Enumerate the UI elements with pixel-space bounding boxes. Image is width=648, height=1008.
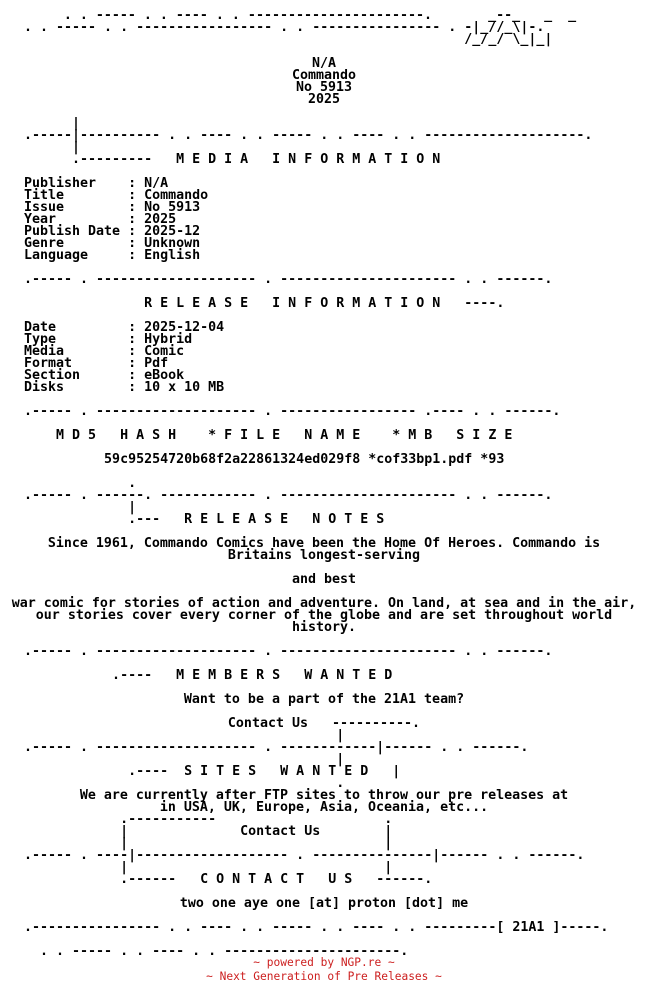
nfo-line xyxy=(0,34,648,46)
nfo-line-text: | xyxy=(24,140,81,155)
nfo-line-text: Section : eBook xyxy=(24,368,185,383)
nfo-line-text: our stories cover every corner of the globe and are set throughout world xyxy=(35,608,613,623)
nfo-line-text: .----- . -------------------- . ----------------- .---- . . ------. xyxy=(24,404,561,419)
nfo-line-text: Contact Us ----------. xyxy=(227,716,421,731)
nfo-line-text: We are currently after FTP sites to throw our pre releases at xyxy=(79,788,569,803)
nfo-line-text: and best xyxy=(291,572,357,587)
nfo-line-text: Date : 2025-12-04 xyxy=(24,320,225,335)
footer xyxy=(0,956,648,984)
nfo-line-text: . . ----- . . ----------------- . . ---------------- . -|_//_\|-. xyxy=(24,20,545,35)
nfo-line-text: Issue : No 5913 xyxy=(24,200,201,215)
nfo-line-text: .----- . ------. ------------ . ---------------------- . . ------. xyxy=(24,488,553,503)
nfo-line xyxy=(0,898,648,910)
nfo-line-text: .---- M E M B E R S W A N T E D xyxy=(24,668,393,683)
nfo-line-text: .--- R E L E A S E N O T E S xyxy=(24,512,385,527)
nfo-line-text: .----- . ----|------------------- . ---------------|------ . . ------. xyxy=(24,848,585,863)
nfo-line-text: Want to be a part of the 21A1 team? xyxy=(183,692,465,707)
nfo-line xyxy=(0,130,648,142)
nfo-line xyxy=(0,430,648,442)
nfo-line-text: Since 1961, Commando Comics have been the Home Of Heroes. Commando is xyxy=(47,536,601,551)
nfo-line-text: . xyxy=(24,476,137,491)
nfo-line xyxy=(0,514,648,526)
footer-tagline: ~ Next Generation of Pre Releases ~ xyxy=(206,970,442,983)
nfo-line-text: . . ----- . . ---- . . ----------------------. _--_ _ _ xyxy=(63,8,585,23)
nfo-line-text: .-----|---------- . . ---- . . ----- . . ---- . . --------------------. xyxy=(24,128,593,143)
nfo-line-text: Genre : Unknown xyxy=(24,236,201,251)
nfo-line-text: two one aye one [at] proton [dot] me xyxy=(179,896,469,911)
nfo-line-text: Publisher : N/A xyxy=(24,176,169,191)
nfo-line-text: No 5913 xyxy=(295,80,353,95)
nfo-line-text: .----- . -------------------- . ---------------------- . . ------. xyxy=(24,644,553,659)
nfo-line xyxy=(0,382,648,394)
nfo-line xyxy=(0,274,648,286)
nfo-line-text: | xyxy=(24,116,81,131)
nfo-line xyxy=(0,550,648,562)
nfo-line-text: .--------- M E D I A I N F O R M A T I O N xyxy=(24,152,441,167)
nfo-line-text: | xyxy=(24,728,345,743)
nfo-line-text: .----------- . xyxy=(24,812,393,827)
nfo-line xyxy=(0,874,648,886)
nfo-line-text: Title : Commando xyxy=(24,188,209,203)
nfo-line xyxy=(0,454,648,466)
nfo-line xyxy=(0,574,648,586)
nfo-line-text: .----- . -------------------- . ------------|------ . . ------. xyxy=(24,740,529,755)
nfo-line-text: | | xyxy=(24,836,393,851)
nfo-line xyxy=(0,694,648,706)
nfo-line-text: . . ----- . . ---- . . ----------------------. xyxy=(24,944,409,959)
nfo-line-text: .---------------- . . ---- . . ----- . . ---- . . ---------[ 21A1 ]-----. xyxy=(24,920,609,935)
nfo-text xyxy=(0,10,648,958)
nfo-line-text: Media : Comic xyxy=(24,344,185,359)
nfo-line-text: Type : Hybrid xyxy=(24,332,193,347)
nfo-line-text: R E L E A S E I N F O R M A T I O N ----. xyxy=(24,296,505,311)
nfo-line-text: . xyxy=(24,776,345,791)
nfo-line xyxy=(0,250,648,262)
nfo-line-text: 2025 xyxy=(307,92,341,107)
nfo-line-text: .---- S I T E S W A N T E D | xyxy=(24,764,401,779)
nfo-line-text: Disks : 10 x 10 MB xyxy=(24,380,225,395)
nfo-line xyxy=(0,670,648,682)
nfo-line-text: Format : Pdf xyxy=(24,356,169,371)
nfo-line xyxy=(0,646,648,658)
footer-powered-by: ~ powered by NGP.re ~ xyxy=(253,956,395,969)
nfo-line-text: in USA, UK, Europe, Asia, Oceania, etc... xyxy=(159,800,489,815)
nfo-line-text: | Contact Us | xyxy=(24,824,393,839)
nfo-line-text: N/A xyxy=(311,56,337,71)
nfo-line-text: | xyxy=(24,752,345,767)
nfo-line xyxy=(0,94,648,106)
nfo-line xyxy=(0,106,648,118)
nfo-line-text: .----- . -------------------- . ---------------------- . . ------. xyxy=(24,272,553,287)
nfo-line-text: Britains longest-serving xyxy=(227,548,421,563)
nfo-line xyxy=(0,406,648,418)
nfo-line-text: /_/_/ \_|_| xyxy=(24,32,553,47)
nfo-line-text: Year : 2025 xyxy=(24,212,177,227)
nfo-line-text: Commando xyxy=(291,68,357,83)
nfo-line-text: | xyxy=(24,500,137,515)
nfo-line xyxy=(0,154,648,166)
nfo-line-text: Language : English xyxy=(24,248,201,263)
nfo-line-text: Publish Date : 2025-12 xyxy=(24,224,201,239)
nfo-line-text: M D 5 H A S H * F I L E N A M E * M B S I Z E xyxy=(24,428,513,443)
nfo-line-text: .------ C O N T A C T U S ------. xyxy=(24,872,433,887)
nfo-line-text: war comic for stories of action and adventure. On land, at sea and in the air, xyxy=(11,596,637,611)
nfo-line xyxy=(0,298,648,310)
nfo-line-text: | | xyxy=(24,860,393,875)
nfo-line-text: history. xyxy=(291,620,357,635)
nfo-line-text: 59c95254720b68f2a22861324ed029f8 *cof33bp1.pdf *93 xyxy=(24,452,505,467)
nfo-line xyxy=(0,622,648,634)
nfo-line xyxy=(0,922,648,934)
